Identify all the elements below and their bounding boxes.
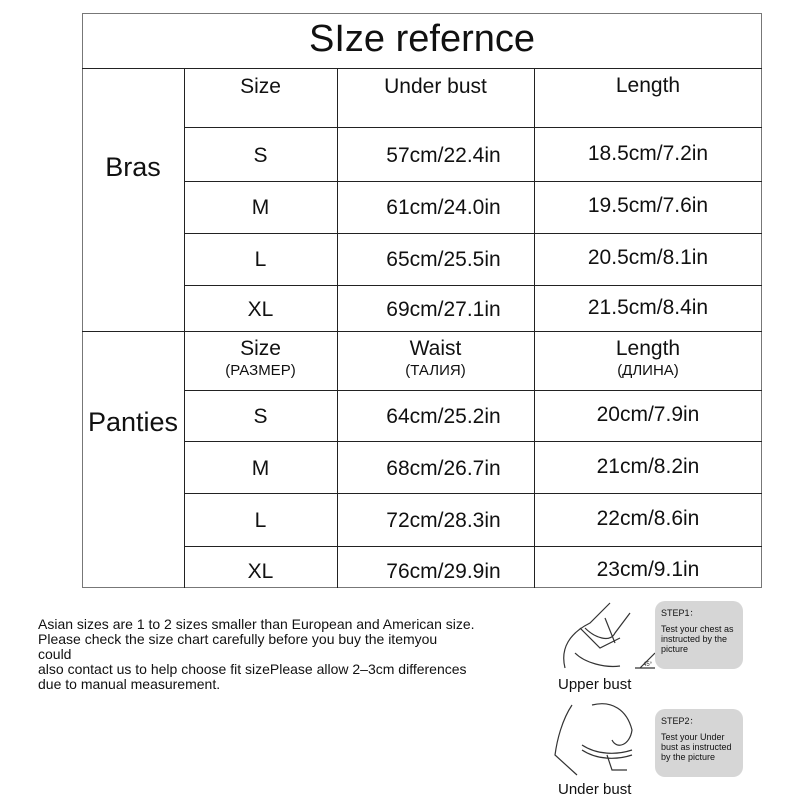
waist-cell-text: 68cm/26.7in: [386, 457, 501, 480]
page-title: SIze refernce: [309, 18, 535, 60]
header-size-text: Size: [240, 337, 281, 360]
length-cell: [534, 296, 762, 320]
under-bust-cell-text: 69cm/27.1in: [386, 298, 501, 321]
under-bust-cell-text: 57cm/22.4in: [386, 144, 501, 167]
length-cell: [534, 507, 762, 531]
size-cell: [184, 457, 337, 481]
header-size: [184, 75, 337, 99]
length-cell-text: 20cm/7.9in: [596, 403, 700, 426]
size-cell: [184, 509, 337, 533]
under-bust-cell: [345, 144, 542, 168]
size-cell: [184, 560, 337, 584]
length-cell-text: 21cm/8.2in: [596, 455, 700, 478]
length-cell: [534, 194, 762, 218]
note-line: also contact us to help choose fit sizePlease allow 2–3cm differences: [38, 661, 467, 677]
length-cell: [534, 558, 762, 582]
header-size-text: Size: [240, 75, 281, 98]
length-cell-text: 23cm/9.1in: [596, 558, 700, 581]
waist-cell: [345, 509, 542, 533]
waist-cell-text: 76cm/29.9in: [386, 560, 501, 583]
size-cell-text: L: [254, 248, 267, 271]
waist-cell: [345, 560, 542, 584]
header-under-bust-text: Under bust: [384, 75, 487, 98]
length-cell-text: 20.5cm/8.1in: [587, 246, 709, 269]
upper-bust-illustration: [555, 598, 655, 678]
length-cell-text: 19.5cm/7.6in: [587, 194, 709, 217]
under-bust-illustration: [552, 700, 652, 780]
step1-title: STEP1：: [661, 608, 699, 618]
header-length: [534, 74, 762, 98]
step2-title: STEP2：: [661, 716, 699, 726]
under-bust-cell: [345, 298, 542, 322]
header-waist: [337, 337, 534, 381]
header-length-text: Length: [615, 337, 681, 360]
size-cell-text: XL: [247, 298, 274, 321]
row-divider: [184, 390, 762, 391]
length-cell-text: 21.5cm/8.4in: [587, 296, 709, 319]
size-cell: [184, 196, 337, 220]
column-divider: [337, 68, 338, 588]
header-length: [534, 337, 762, 381]
header-under-bust: [337, 75, 534, 99]
under-bust-cell: [345, 196, 542, 220]
length-cell-text: 22cm/8.6in: [596, 507, 700, 530]
under-bust-cell-text: 65cm/25.5in: [386, 248, 501, 271]
length-cell: [534, 246, 762, 270]
row-divider: [184, 181, 762, 182]
size-cell-text: L: [254, 509, 267, 532]
step1-card: [655, 601, 743, 669]
row-divider: [184, 127, 762, 128]
size-cell-text: S: [253, 405, 268, 428]
size-cell: [184, 144, 337, 168]
waist-cell-text: 72cm/28.3in: [386, 509, 501, 532]
header-size: [184, 337, 337, 381]
size-cell: [184, 298, 337, 322]
size-cell-text: S: [253, 144, 268, 167]
size-cell-text: M: [251, 196, 270, 219]
length-cell-text: 18.5cm/7.2in: [587, 142, 709, 165]
bras-label: Bras: [105, 152, 161, 182]
note-line: could: [38, 646, 72, 662]
header-length-text: Length: [615, 74, 681, 97]
waist-cell-text: 64cm/25.2in: [386, 405, 501, 428]
step2-text: Test your Under bust as instructed by the picture: [661, 732, 732, 762]
row-divider: [184, 233, 762, 234]
length-cell: [534, 403, 762, 427]
step2-card: [655, 709, 743, 777]
note-line: Asian sizes are 1 to 2 sizes smaller than European and American size.: [38, 616, 475, 632]
under-bust-caption: Under bust: [558, 781, 632, 798]
size-cell: [184, 248, 337, 272]
size-cell: [184, 405, 337, 429]
waist-cell: [345, 405, 542, 429]
upper-bust-caption: Upper bust: [558, 676, 632, 693]
length-cell: [534, 455, 762, 479]
note-line: due to manual measurement.: [38, 676, 221, 692]
row-divider: [184, 493, 762, 494]
waist-cell: [345, 457, 542, 481]
under-bust-cell: [345, 248, 542, 272]
size-cell-text: M: [251, 457, 270, 480]
row-divider: [184, 546, 762, 547]
header-size-subtext: (РАЗМЕР): [225, 362, 296, 379]
note-line: Please check the size chart carefully before you buy the itemyou: [38, 631, 438, 647]
length-cell: [534, 142, 762, 166]
row-divider: [184, 285, 762, 286]
step1-text: Test your chest as instructed by the picture: [661, 624, 734, 654]
header-waist-text: Waist: [409, 337, 462, 360]
angle-label: 45°: [643, 662, 653, 668]
size-note: [38, 617, 558, 692]
under-bust-cell-text: 61cm/24.0in: [386, 196, 501, 219]
header-waist-subtext: (ТАЛИЯ): [405, 362, 466, 379]
header-length-subtext: (ДЛИНА): [617, 362, 679, 379]
size-cell-text: XL: [247, 560, 274, 583]
row-divider: [184, 441, 762, 442]
panties-label: Panties: [87, 407, 179, 437]
